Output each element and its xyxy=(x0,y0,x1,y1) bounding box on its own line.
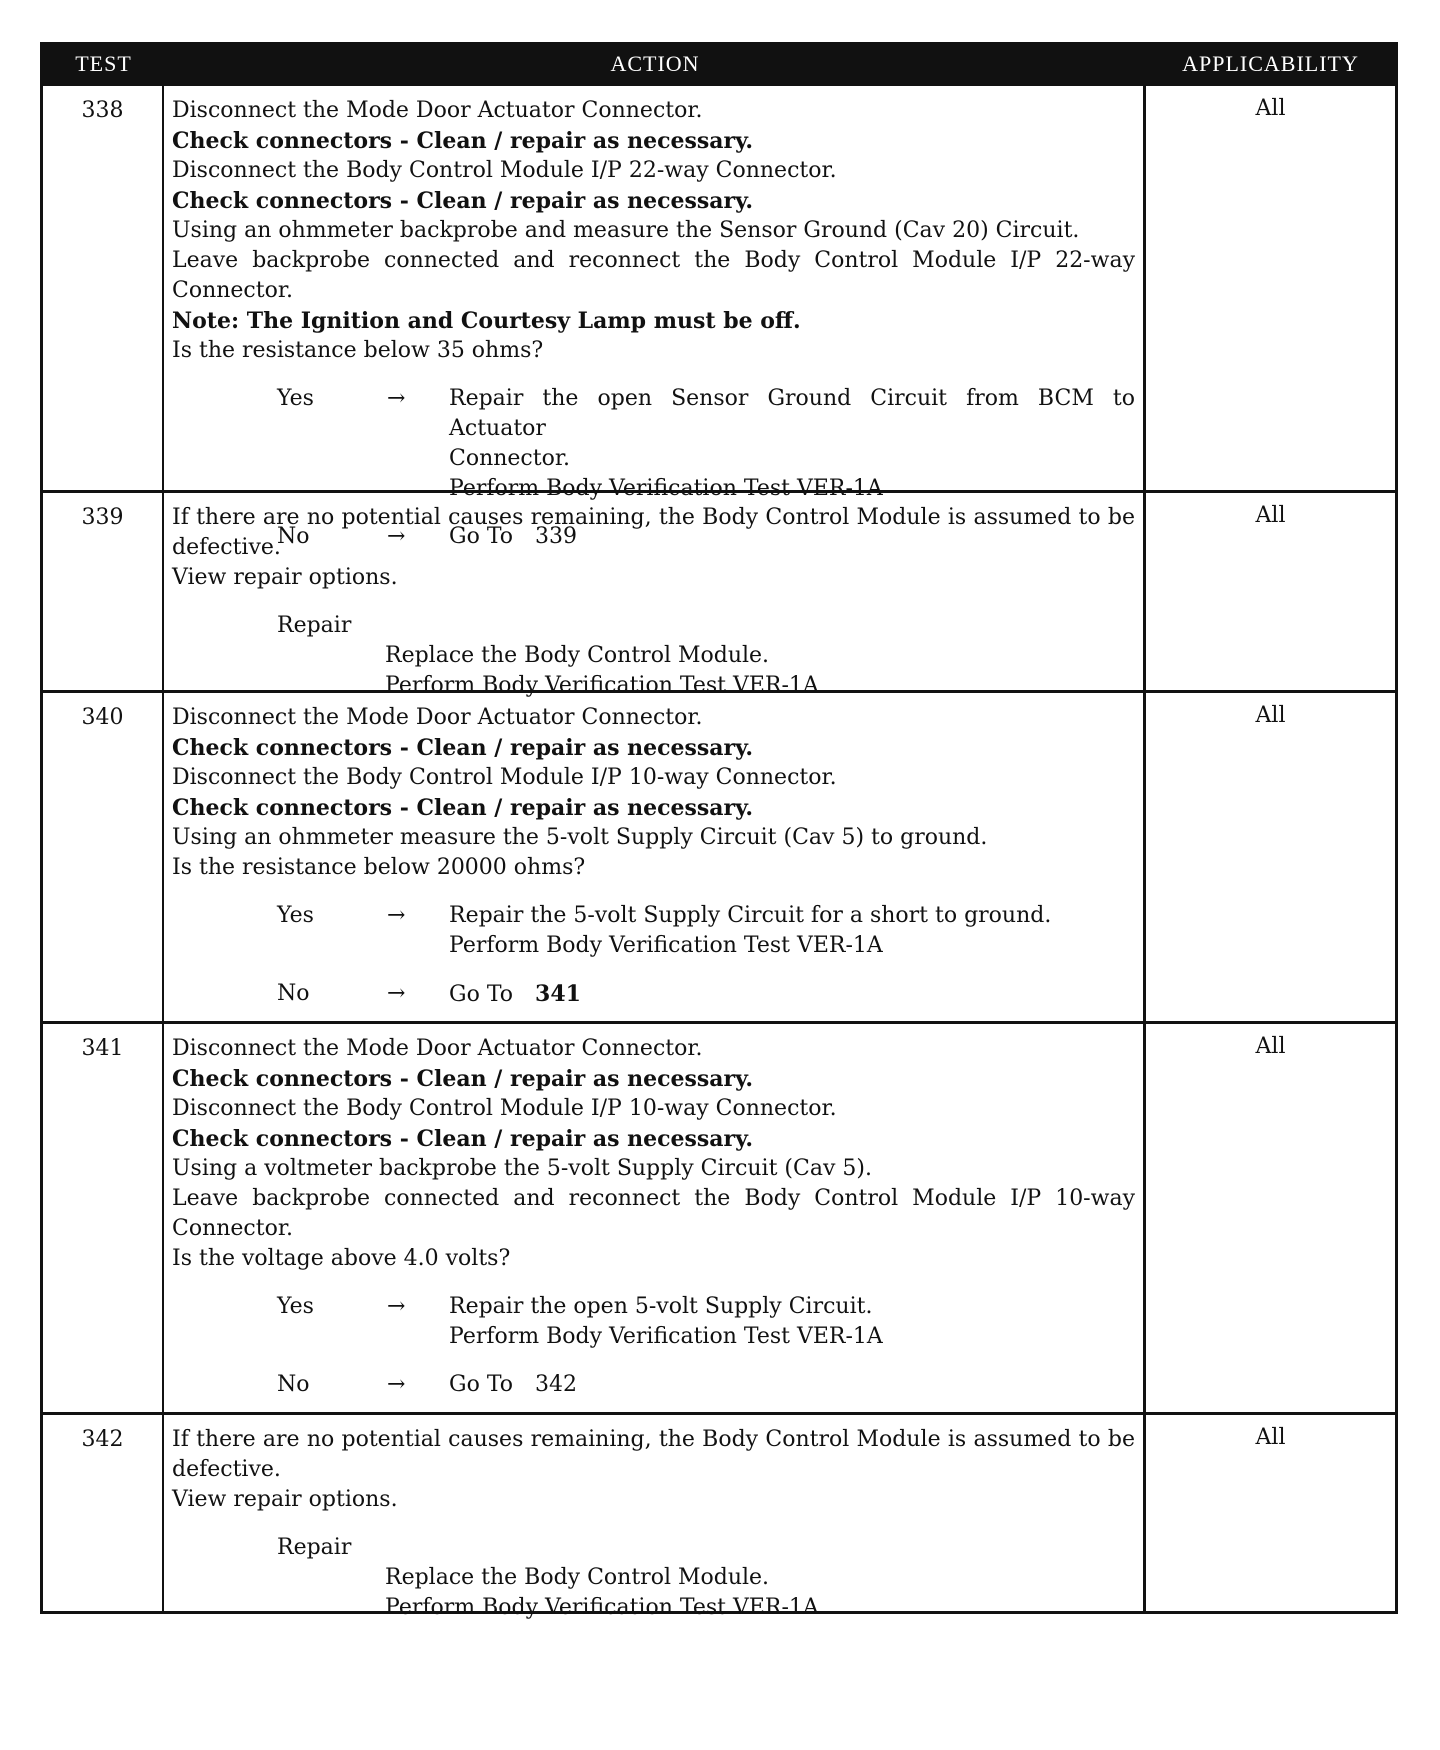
arrow-right-icon: → xyxy=(387,1372,406,1397)
no-label: No xyxy=(277,1372,310,1397)
action-line: Is the voltage above 4.0 volts? xyxy=(172,1246,511,1271)
yes-result xyxy=(172,901,1135,961)
yes-result xyxy=(172,384,1135,504)
action-line: Using an ohmmeter measure the 5-volt Supply Circuit (Cav 5) to ground. xyxy=(172,825,988,850)
goto-label: Go To xyxy=(449,982,514,1007)
action-line: Leave backprobe connected and reconnect the Body Control Module I/P 10-way xyxy=(172,1186,1135,1211)
action-cell xyxy=(164,1415,1146,1620)
action-line: Connector. xyxy=(172,1216,293,1241)
table-row xyxy=(43,690,1395,1021)
action-line: Is the resistance below 20000 ohms? xyxy=(172,855,586,880)
action-line: Disconnect the Mode Door Actuator Connector. xyxy=(172,1036,703,1061)
action-cell xyxy=(164,1024,1146,1412)
action-cell xyxy=(164,493,1146,698)
repair-line: Perform Body Verification Test VER-1A xyxy=(385,1595,819,1620)
test-number: 338 xyxy=(43,86,164,490)
yes-line: Perform Body Verification Test VER-1A xyxy=(449,933,883,958)
applicability-value: All xyxy=(1255,503,1286,528)
repair-line: Replace the Body Control Module. xyxy=(385,643,770,668)
no-label: No xyxy=(277,524,310,549)
action-line: Disconnect the Body Control Module I/P 22-way Connector. xyxy=(172,158,837,183)
arrow-right-icon: → xyxy=(387,1294,406,1319)
applicability-value: All xyxy=(1255,1034,1286,1059)
action-line: Disconnect the Mode Door Actuator Connector. xyxy=(172,705,703,730)
action-line: View repair options. xyxy=(172,1487,398,1512)
action-line: Check connectors - Clean / repair as necessary. xyxy=(172,1126,754,1152)
no-label: No xyxy=(277,981,310,1006)
action-line: Connector. xyxy=(172,278,293,303)
action-line: defective. xyxy=(172,1457,281,1482)
goto-test-link[interactable]: 341 xyxy=(535,981,581,1007)
yes-line: Repair the 5-volt Supply Circuit for a short to ground. xyxy=(449,903,1052,928)
action-line: Check connectors - Clean / repair as necessary. xyxy=(172,795,754,821)
table-row xyxy=(43,1021,1395,1412)
arrow-right-icon: → xyxy=(387,903,406,928)
action-line: Using a voltmeter backprobe the 5-volt Supply Circuit (Cav 5). xyxy=(172,1156,872,1181)
yes-label: Yes xyxy=(277,1294,314,1319)
repair-line: Replace the Body Control Module. xyxy=(385,1565,770,1590)
goto-label: Go To xyxy=(449,524,514,549)
yes-result xyxy=(172,1292,1135,1352)
applicability-value: All xyxy=(1255,703,1286,728)
action-line: Leave backprobe connected and reconnect the Body Control Module I/P 22-way xyxy=(172,248,1135,273)
yes-line: Perform Body Verification Test VER-1A xyxy=(449,1324,883,1349)
action-line: View repair options. xyxy=(172,565,398,590)
yes-line: Connector. xyxy=(449,446,570,471)
action-line: Check connectors - Clean / repair as necessary. xyxy=(172,1066,754,1092)
arrow-right-icon: → xyxy=(387,981,406,1006)
test-number: 339 xyxy=(43,493,164,690)
repair-label: Repair xyxy=(277,1535,352,1560)
test-number: 342 xyxy=(43,1415,164,1611)
table-header xyxy=(43,45,1395,83)
applicability-value: All xyxy=(1255,96,1286,121)
yes-label: Yes xyxy=(277,903,314,928)
action-line: Check connectors - Clean / repair as necessary. xyxy=(172,735,754,761)
action-line: If there are no potential causes remaining, the Body Control Module is assumed to be xyxy=(172,1427,1135,1452)
header-test: TEST xyxy=(75,51,132,76)
action-line: defective. xyxy=(172,535,281,560)
arrow-right-icon: → xyxy=(387,386,406,411)
test-number: 340 xyxy=(43,693,164,1021)
action-line: Disconnect the Body Control Module I/P 10-way Connector. xyxy=(172,765,837,790)
diagnostic-test-table xyxy=(40,42,1398,1620)
action-line: Disconnect the Mode Door Actuator Connector. xyxy=(172,98,703,123)
action-line: Using an ohmmeter backprobe and measure the Sensor Ground (Cav 20) Circuit. xyxy=(172,218,1080,243)
action-line: Check connectors - Clean / repair as necessary. xyxy=(172,128,754,154)
yes-line: Repair the open Sensor Ground Circuit from BCM to Actuator xyxy=(449,386,1135,441)
repair-line: Perform Body Verification Test VER-1A xyxy=(385,673,819,698)
no-result xyxy=(172,1370,1135,1400)
test-number: 341 xyxy=(43,1024,164,1412)
arrow-right-icon: → xyxy=(387,524,406,549)
goto-test-link[interactable]: 342 xyxy=(535,1372,578,1397)
action-line: If there are no potential causes remaining, the Body Control Module is assumed to be xyxy=(172,505,1135,530)
header-applicability: APPLICABILITY xyxy=(1182,51,1359,76)
action-cell xyxy=(164,693,1146,1021)
yes-label: Yes xyxy=(277,386,314,411)
action-line: Is the resistance below 35 ohms? xyxy=(172,338,544,363)
applicability-value: All xyxy=(1255,1425,1286,1450)
repair-label: Repair xyxy=(277,613,352,638)
no-result xyxy=(172,979,1135,1010)
yes-line: Repair the open 5-volt Supply Circuit. xyxy=(449,1294,873,1319)
table-row xyxy=(43,1412,1395,1620)
table-row xyxy=(43,490,1395,698)
action-line: Note: The Ignition and Courtesy Lamp must be off. xyxy=(172,308,801,334)
yes-line: Perform Body Verification Test VER-1A xyxy=(449,476,883,501)
goto-label: Go To xyxy=(449,1372,514,1397)
header-action: ACTION xyxy=(610,51,700,76)
action-line: Disconnect the Body Control Module I/P 10-way Connector. xyxy=(172,1096,837,1121)
goto-test-link[interactable]: 339 xyxy=(535,524,578,549)
action-line: Check connectors - Clean / repair as necessary. xyxy=(172,188,754,214)
